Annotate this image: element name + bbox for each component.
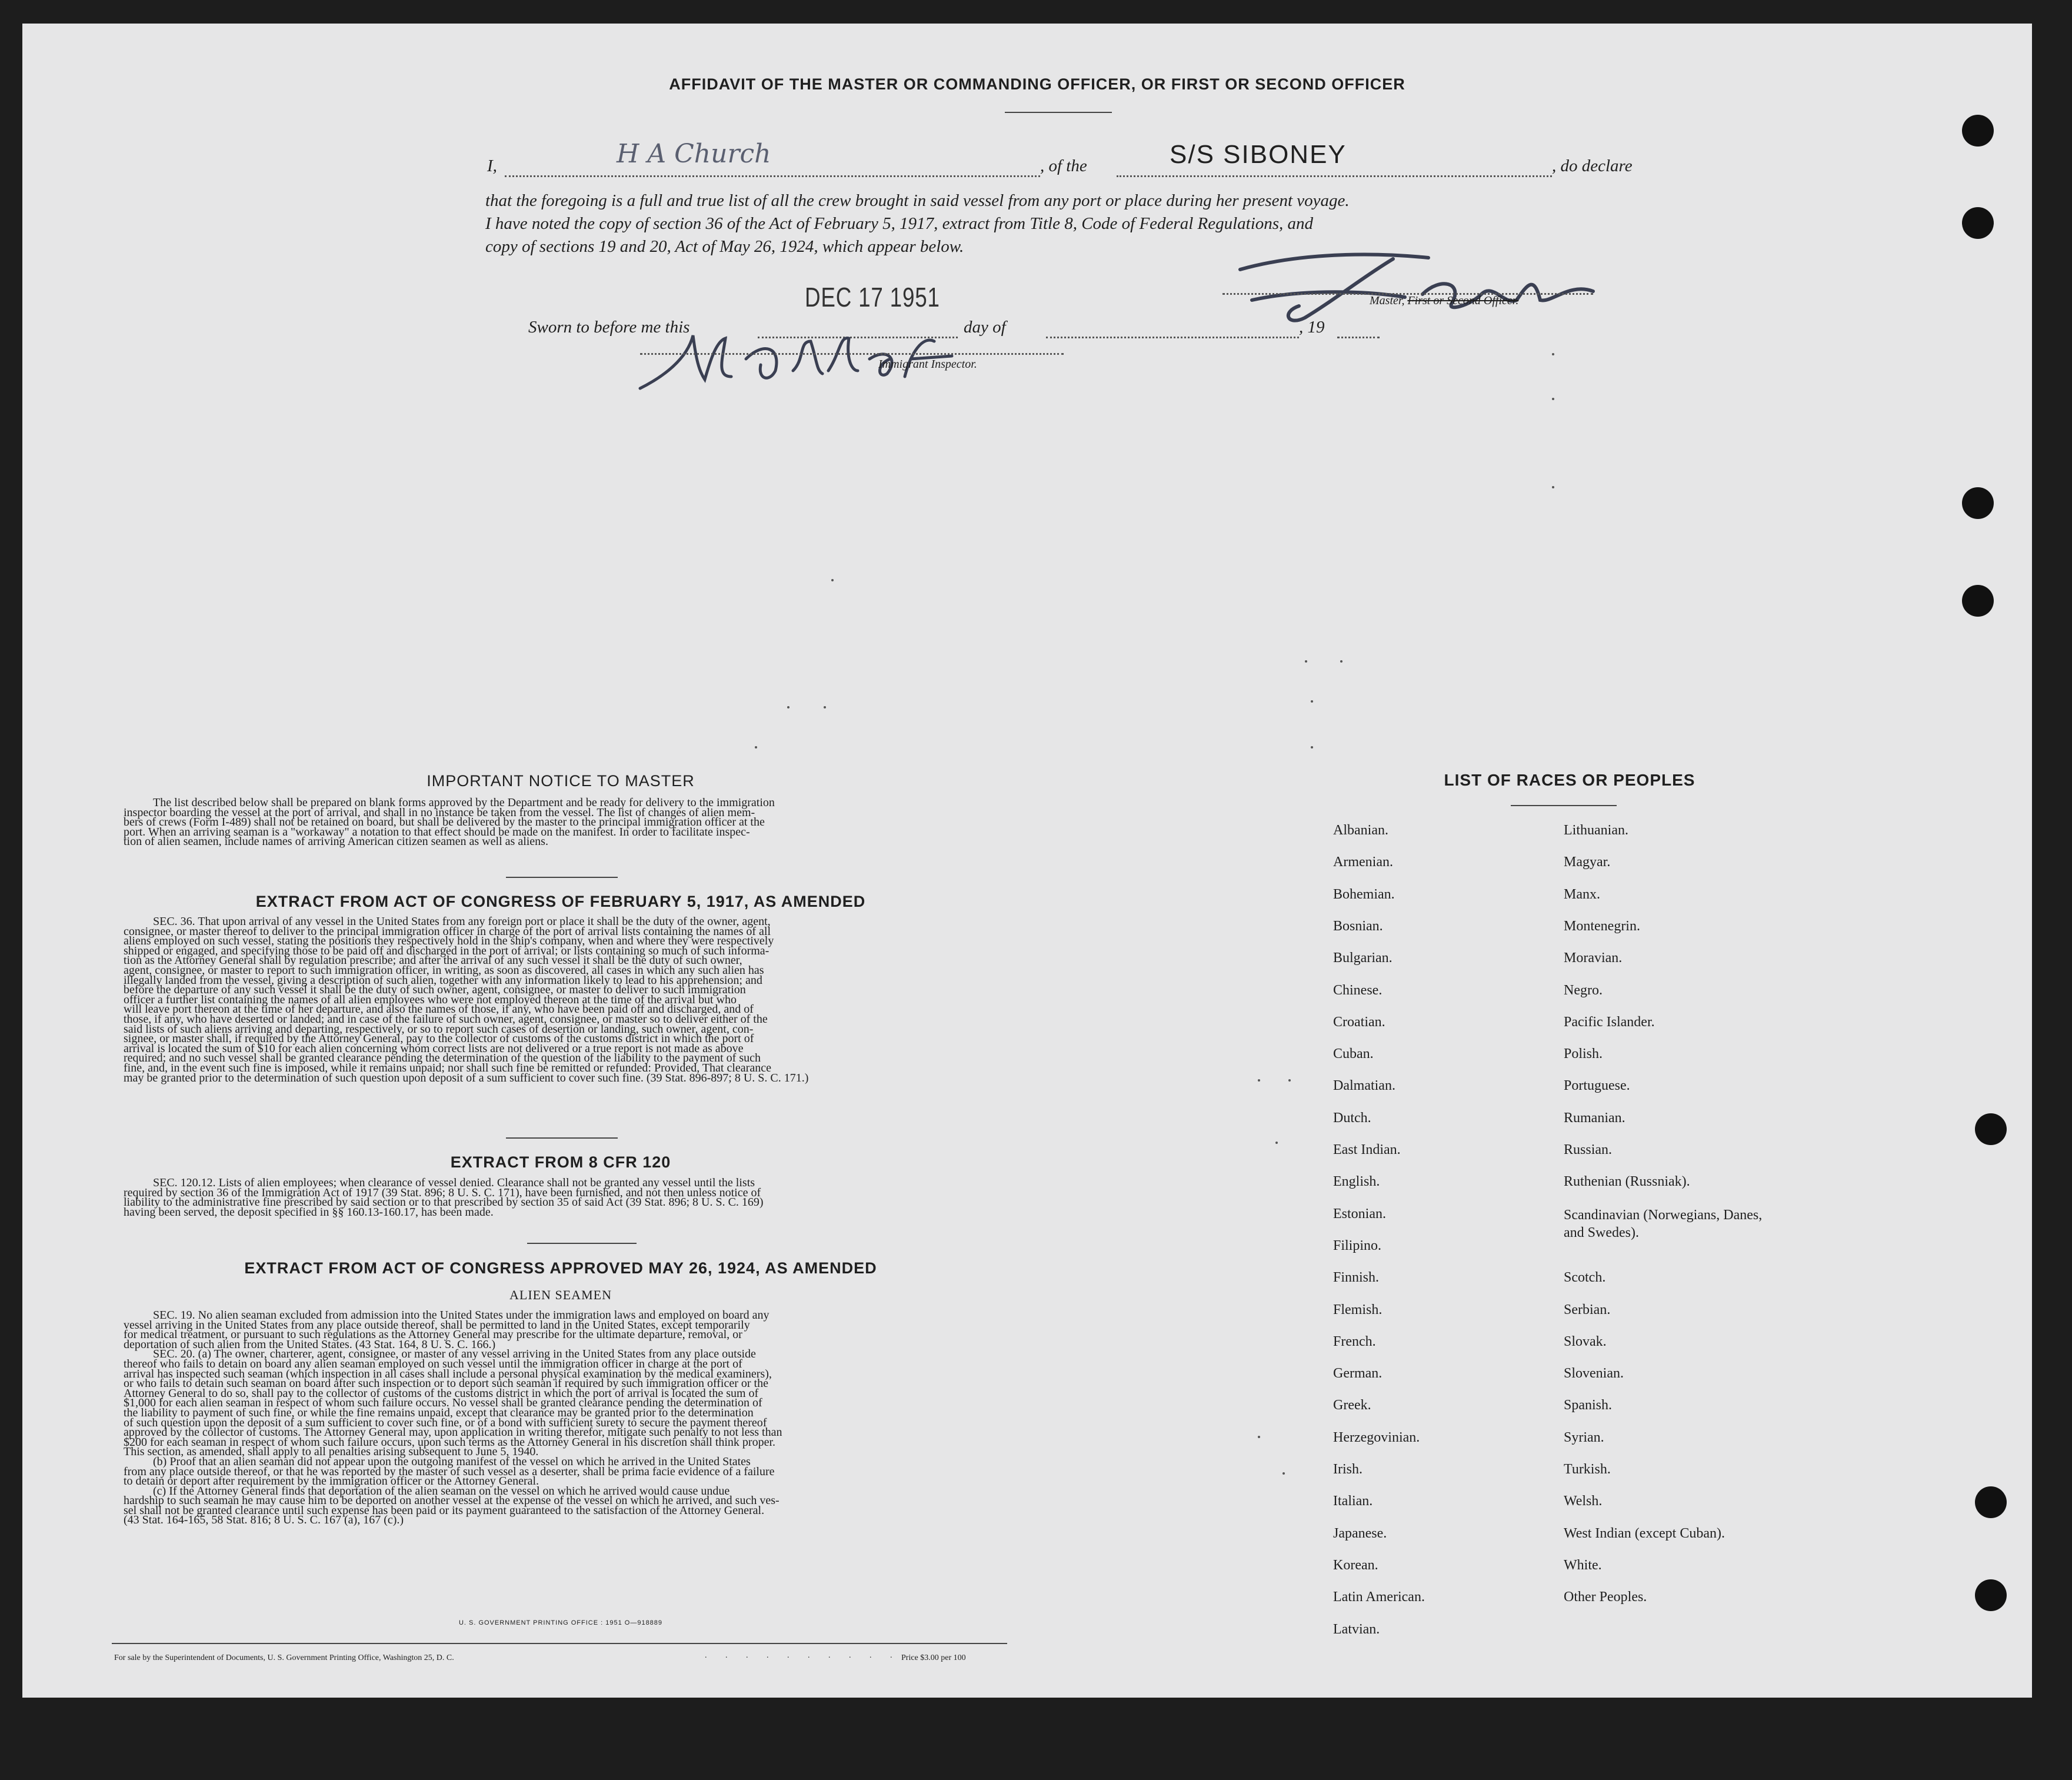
footer-price: Price $3.00 per 100 [901,1653,966,1662]
extract-1917-line: before the departure of any such vessel it shall be the duty of such owner, agent, consignee, or master to deliver to such immigration [124,983,746,997]
race-item: German. [1333,1366,1383,1382]
race-item: Italian. [1333,1493,1373,1509]
inspector-caption: Immigrant Inspector. [878,358,977,371]
notice-line: tion of alien seamen, include names of arriving American citizen seamen as well as aliens. [124,835,548,849]
punch-hole [1962,487,1994,519]
extract-1917-line: aliens employed on such vessel, stating the positions they respectively hold in the ship's company, when and where they were respectively [124,934,774,948]
extract-1924-line: Attorney General to do so, shall pay to the collector of customs of the customs district in which the port of arrival is located the sum of [124,1386,759,1400]
extract-1917-line: consignee, or master thereof to deliver to the principal immigration officer in charge of the port of arrival lists containing the names of all [124,924,771,938]
notice-line: The list described below shall be prepared on blank forms approved by the Department and be ready for delivery to the immigration [153,796,775,809]
extract-1924-body [124,1310,999,1525]
extract-1917-line: SEC. 36. That upon arrival of any vessel in the United States from any foreign port or place it shall be the duty of the owner, agent, [153,915,771,928]
date-stamp: DEC 17 1951 [805,282,940,312]
race-item: Pacific Islander. [1564,1014,1655,1030]
extract-1924-line: of such question upon the deposit of a sum sufficient to cover such fine, or of a bond with sufficient surety to secure the payment thereof [124,1416,767,1429]
vessel-name: S/S SIBONEY [1170,140,1347,169]
race-item: Bulgarian. [1333,950,1393,966]
race-item: Welsh. [1564,1493,1603,1509]
extract-1924-line: the liability to payment of such fine, or while the fine remains unpaid, except that clearance may be granted prior to the determination [124,1406,754,1419]
extract-1924-line: approved by the collector of customs. The Attorney General may, upon application in writing therefor, mitigate such penalty to not less than [124,1426,782,1439]
extract-1924-line: hardship to such seaman he may cause him to be deported on another vessel at the expense of the vessel on which he arrived, and such ves- [124,1494,780,1508]
extract-1917-line: illegally landed from the vessel, giving a description of such alien, together with any information likely to lead to his apprehension; and [124,973,762,987]
day-of-label: day of [964,318,1006,337]
extract-1917-line: fine, and, in the event such fine is imposed, while it remains unpaid; nor shall such fine be remitted or refunded: Provided, That clearance [124,1061,771,1074]
sworn-month-line [1046,337,1299,338]
race-item: French. [1333,1333,1376,1349]
section-rule [527,1243,637,1244]
officer-name: H A Church [617,139,771,169]
master-label: Master, [1370,294,1405,307]
do-declare-label: , do declare [1552,157,1633,175]
extract-1924-line: deportation of such alien from the United States. (43 Stat. 164, 8 U. S. C. 166.) [124,1338,496,1351]
sworn-year-line [1337,337,1380,338]
race-item: Polish. [1564,1046,1603,1062]
race-item: Turkish. [1564,1462,1611,1477]
section-rule [506,1137,618,1139]
race-item: Herzegovinian. [1333,1429,1420,1445]
extract-1924-line: from any place outside thereof, or that he was reported by the master of such vessel as a deserter, shall be prima facie evidence of a failure [124,1465,775,1478]
extract-1917-line: said lists of such aliens arriving and departing, respectively, or so to report such cases of desertion or landing, such owner, agent, con- [124,1022,754,1036]
punch-hole [1962,207,1994,239]
extract-1924-line: (b) Proof that an alien seaman did not appear upon the outgoing manifest of the vessel on which he arrived in the United States [153,1455,751,1468]
race-item: Irish. [1333,1462,1363,1477]
notice-line: port. When an arriving seaman is a "workaway" a notation to that effect should be made on the manifest. In order to facilitate inspec- [124,825,750,839]
race-item: Chinese. [1333,982,1383,998]
extract-1917-body [124,917,999,1083]
race-item: Latvian. [1333,1621,1380,1637]
extract-1924-line: to detain or deport after requirement by the immigration officer or the Attorney General. [124,1475,539,1488]
extract-1924-line: (c) If the Attorney General finds that deportation of the alien seaman on the vessel on which he arrived would cause undue [153,1484,730,1498]
race-item: Syrian. [1564,1429,1604,1445]
extract-1924-line: $1,000 for each alien seaman in respect of whom such failure occurs. No vessel shall be granted clearance pending the determination of [124,1396,762,1410]
i-label: I, [487,157,497,175]
year-label: , 19 [1299,318,1325,337]
extract-1924-line: arrival has inspected such seaman (which inspection in all cases shall include a personal physical examination by the medical examiners), [124,1367,772,1380]
races-title: LIST OF RACES OR PEOPLES [1444,771,1695,789]
vessel-name-line [1117,175,1552,177]
extract-1917-line: signee, or master shall, if required by the Attorney General, pay to the collector of customs of the customs district in which the port of [124,1032,754,1046]
race-item: Greek. [1333,1398,1371,1413]
race-item: Filipino. [1333,1237,1382,1253]
race-item: Slovenian. [1564,1366,1624,1382]
body-line-3: copy of sections 19 and 20, Act of May 26, 1924, which appear below. [485,237,964,256]
race-item: Armenian. [1333,854,1393,870]
extract-1924-line: $200 for each seaman in respect of whom such failure occurs, upon such terms as the Attorney General in his discretion shall think proper. [124,1435,776,1449]
race-item: Ruthenian (Russniak). [1564,1174,1690,1190]
body-line-2: I have noted the copy of section 36 of the Act of February 5, 1917, extract from Title 8, Code of Federal Regulations, and [485,214,1314,233]
race-item: Scandinavian (Norwegians, Danes, and Swedes). [1564,1207,1763,1240]
race-item: Montenegrin. [1564,918,1640,934]
extract-1917-line: may be granted prior to the determination of such question upon deposit of a sum sufficient to cover such fine. (39 Stat. 896-897; 8 U. S. C. 171.) [124,1071,809,1084]
extract-cfr-line: required by section 36 of the Immigration Act of 1917 (39 Stat. 896; 8 U. S. C. 171), have been furnished, and not then unless notice of [124,1186,761,1199]
race-item: Flemish. [1333,1302,1383,1317]
race-item: Other Peoples. [1564,1589,1647,1605]
notice-line: inspector boarding the vessel at the port of arrival, and shall in no instance be taken from the vessel. The list of changes of alien mem- [124,806,755,819]
affidavit-title: AFFIDAVIT OF THE MASTER OR COMMANDING OFFICER, OR FIRST OR SECOND OFFICER [669,75,1405,93]
race-item: Negro. [1564,982,1603,998]
extract-1917-line: required; and no such vessel shall be granted clearance pending the determination of the question of the liability to the payment of such [124,1052,761,1065]
race-item: Croatian. [1333,1014,1385,1030]
extract-1924-subtitle: ALIEN SEAMEN [509,1287,612,1302]
punch-hole [1975,1113,2007,1145]
body-line-1: that the foregoing is a full and true list of all the crew brought in said vessel from any port or place during her present voyage. [485,191,1350,210]
extract-cfr-line: SEC. 120.12. Lists of alien employees; when clearance of vessel denied. Clearance shall not be granted any vessel until the lists [153,1176,755,1189]
footer-rule [112,1643,1007,1644]
race-item: Russian. [1564,1142,1613,1157]
race-item: Spanish. [1564,1398,1613,1413]
race-item: Moravian. [1564,950,1623,966]
extract-cfr-title: EXTRACT FROM 8 CFR 120 [450,1153,671,1171]
extract-cfr-line: liability to the administrative fine prescribed by said section or to that prescribed by section 35 of said Act (39 Stat. 896; 8 U. S. C. 169) [124,1196,764,1209]
struck-officer-label: First or Second Officer. [1407,294,1519,307]
notice-title: IMPORTANT NOTICE TO MASTER [427,772,695,790]
punch-hole [1975,1579,2007,1611]
race-item: Scotch. [1564,1270,1606,1286]
extract-1924-line: or who fails to detain such seaman on board after such inspection or to deport such seaman if required by such immigration officer or the [124,1377,768,1390]
extract-1917-line: tion as the Attorney General shall by regulation prescribe; and after the arrival of any such vessel it shall be the duty of such owner, [124,954,742,967]
extract-1924-line: This section, as amended, shall apply to all penalties arising subsequent to June 5, 1940. [124,1445,539,1459]
extract-1924-line: thereof who fails to detain on board any alien seaman employed on such vessel until the immigration officer in charge at the port of [124,1357,742,1370]
race-item: Bosnian. [1333,918,1383,934]
race-item: Cuban. [1333,1046,1374,1062]
extract-1917-line: shipped or engaged, and specifying those to be paid off and discharged in the port of arrival; or lists containing so much of such informa- [124,944,769,957]
extract-1924-line: SEC. 20. (a) The owner, charterer, agent, consignee, or master of any vessel arriving in the United States from any place outside [153,1348,756,1361]
printing-office-imprint: U. S. GOVERNMENT PRINTING OFFICE : 1951 O—918889 [458,1619,663,1626]
extract-cfr-line: having been served, the deposit specified in §§ 160.13-160.17, has been made. [124,1205,494,1219]
race-item: Estonian. [1333,1206,1386,1222]
extract-cfr-body [124,1178,999,1217]
of-the-label: , of the [1040,157,1087,175]
race-item: Portuguese. [1564,1078,1630,1094]
extract-1924-title: EXTRACT FROM ACT OF CONGRESS APPROVED MAY 26, 1924, AS AMENDED [244,1259,877,1277]
extract-1917-line: those, if any, who have deserted or landed; and in case of the failure of such owner, agent, consignee, or master so to deliver either of the [124,1012,768,1026]
extract-1917-title: EXTRACT FROM ACT OF CONGRESS OF FEBRUARY 5, 1917, AS AMENDED [255,893,866,910]
inspector-signature-line [640,353,1064,355]
footer-sale-note: For sale by the Superintendent of Documents, U. S. Government Printing Office, Washington 25, D. C. [114,1653,454,1662]
extract-1924-line: SEC. 19. No alien seaman excluded from admission into the United States under the immigration laws and employed on board any [153,1309,769,1322]
race-item: East Indian. [1333,1142,1401,1157]
race-item: English. [1333,1174,1380,1190]
section-rule [506,877,618,878]
race-item: Albanian. [1333,823,1388,838]
extract-1924-line: sel shall not be granted clearance until such expense has been paid or its payment guaranteed to the satisfaction of the Attorney General. [124,1503,765,1517]
race-item: Dalmatian. [1333,1078,1395,1094]
declaration-line [487,139,1640,174]
punch-hole [1962,585,1994,617]
race-item: Manx. [1564,886,1600,902]
document-sheet [22,24,2032,1698]
race-item: Korean. [1333,1557,1378,1573]
title-rule [1005,112,1112,113]
race-item: Bohemian. [1333,886,1395,902]
race-item: White. [1564,1557,1602,1573]
officer-name-line [505,175,1040,177]
extract-1924-line: (43 Stat. 164-165, 58 Stat. 816; 8 U. S. C. 167 (a), 167 (c).) [124,1513,404,1527]
notice-body [124,798,999,847]
race-item: Lithuanian. [1564,823,1628,838]
race-item: Dutch. [1333,1110,1371,1126]
punch-hole [1962,115,1994,147]
extract-1917-line: arrival is located the sum of $10 for each alien concerning whom correct lists are not delivered or a true report is not made as above [124,1042,744,1055]
race-item: Rumanian. [1564,1110,1625,1126]
extract-1917-line: will leave port thereon at the time of her departure, and also the names of those, if any, who have been paid off and discharged, and of [124,1003,754,1016]
sworn-label: Sworn to before me this [528,318,690,337]
footer-dot-leader: . . . . . . . . . . . [705,1651,921,1660]
race-item: Slovak. [1564,1333,1607,1349]
extract-1917-line: officer a further list containing the names of all alien employees who were not employed thereon at the time of the arrival but who [124,993,737,1006]
punch-hole [1975,1486,2007,1518]
race-item: Finnish. [1333,1270,1380,1286]
extract-1924-line: vessel arriving in the United States from any place outside thereof, shall be permitted to land in the United States, except temporarily [124,1318,750,1332]
notice-line: bers of crews (Form I-489) shall not be retained on board, but shall be delivered by the master to the principal immigration officer at the [124,816,765,829]
race-item: Latin American. [1333,1589,1425,1605]
race-item: West Indian (except Cuban). [1564,1525,1725,1541]
races-title-rule [1511,805,1617,806]
extract-1924-line: for medical treatment, or pursuant to such regulations as the Attorney General may prescribe for the ultimate departure, removal, or [124,1328,742,1342]
race-item: Serbian. [1564,1302,1611,1317]
extract-1917-line: agent, consignee, or master to report to such immigration officer, in writing, as soon as discovered, all cases in which any such alien has [124,963,764,977]
race-item: Japanese. [1333,1525,1387,1541]
master-caption [1370,294,1518,308]
race-item: Magyar. [1564,854,1611,870]
